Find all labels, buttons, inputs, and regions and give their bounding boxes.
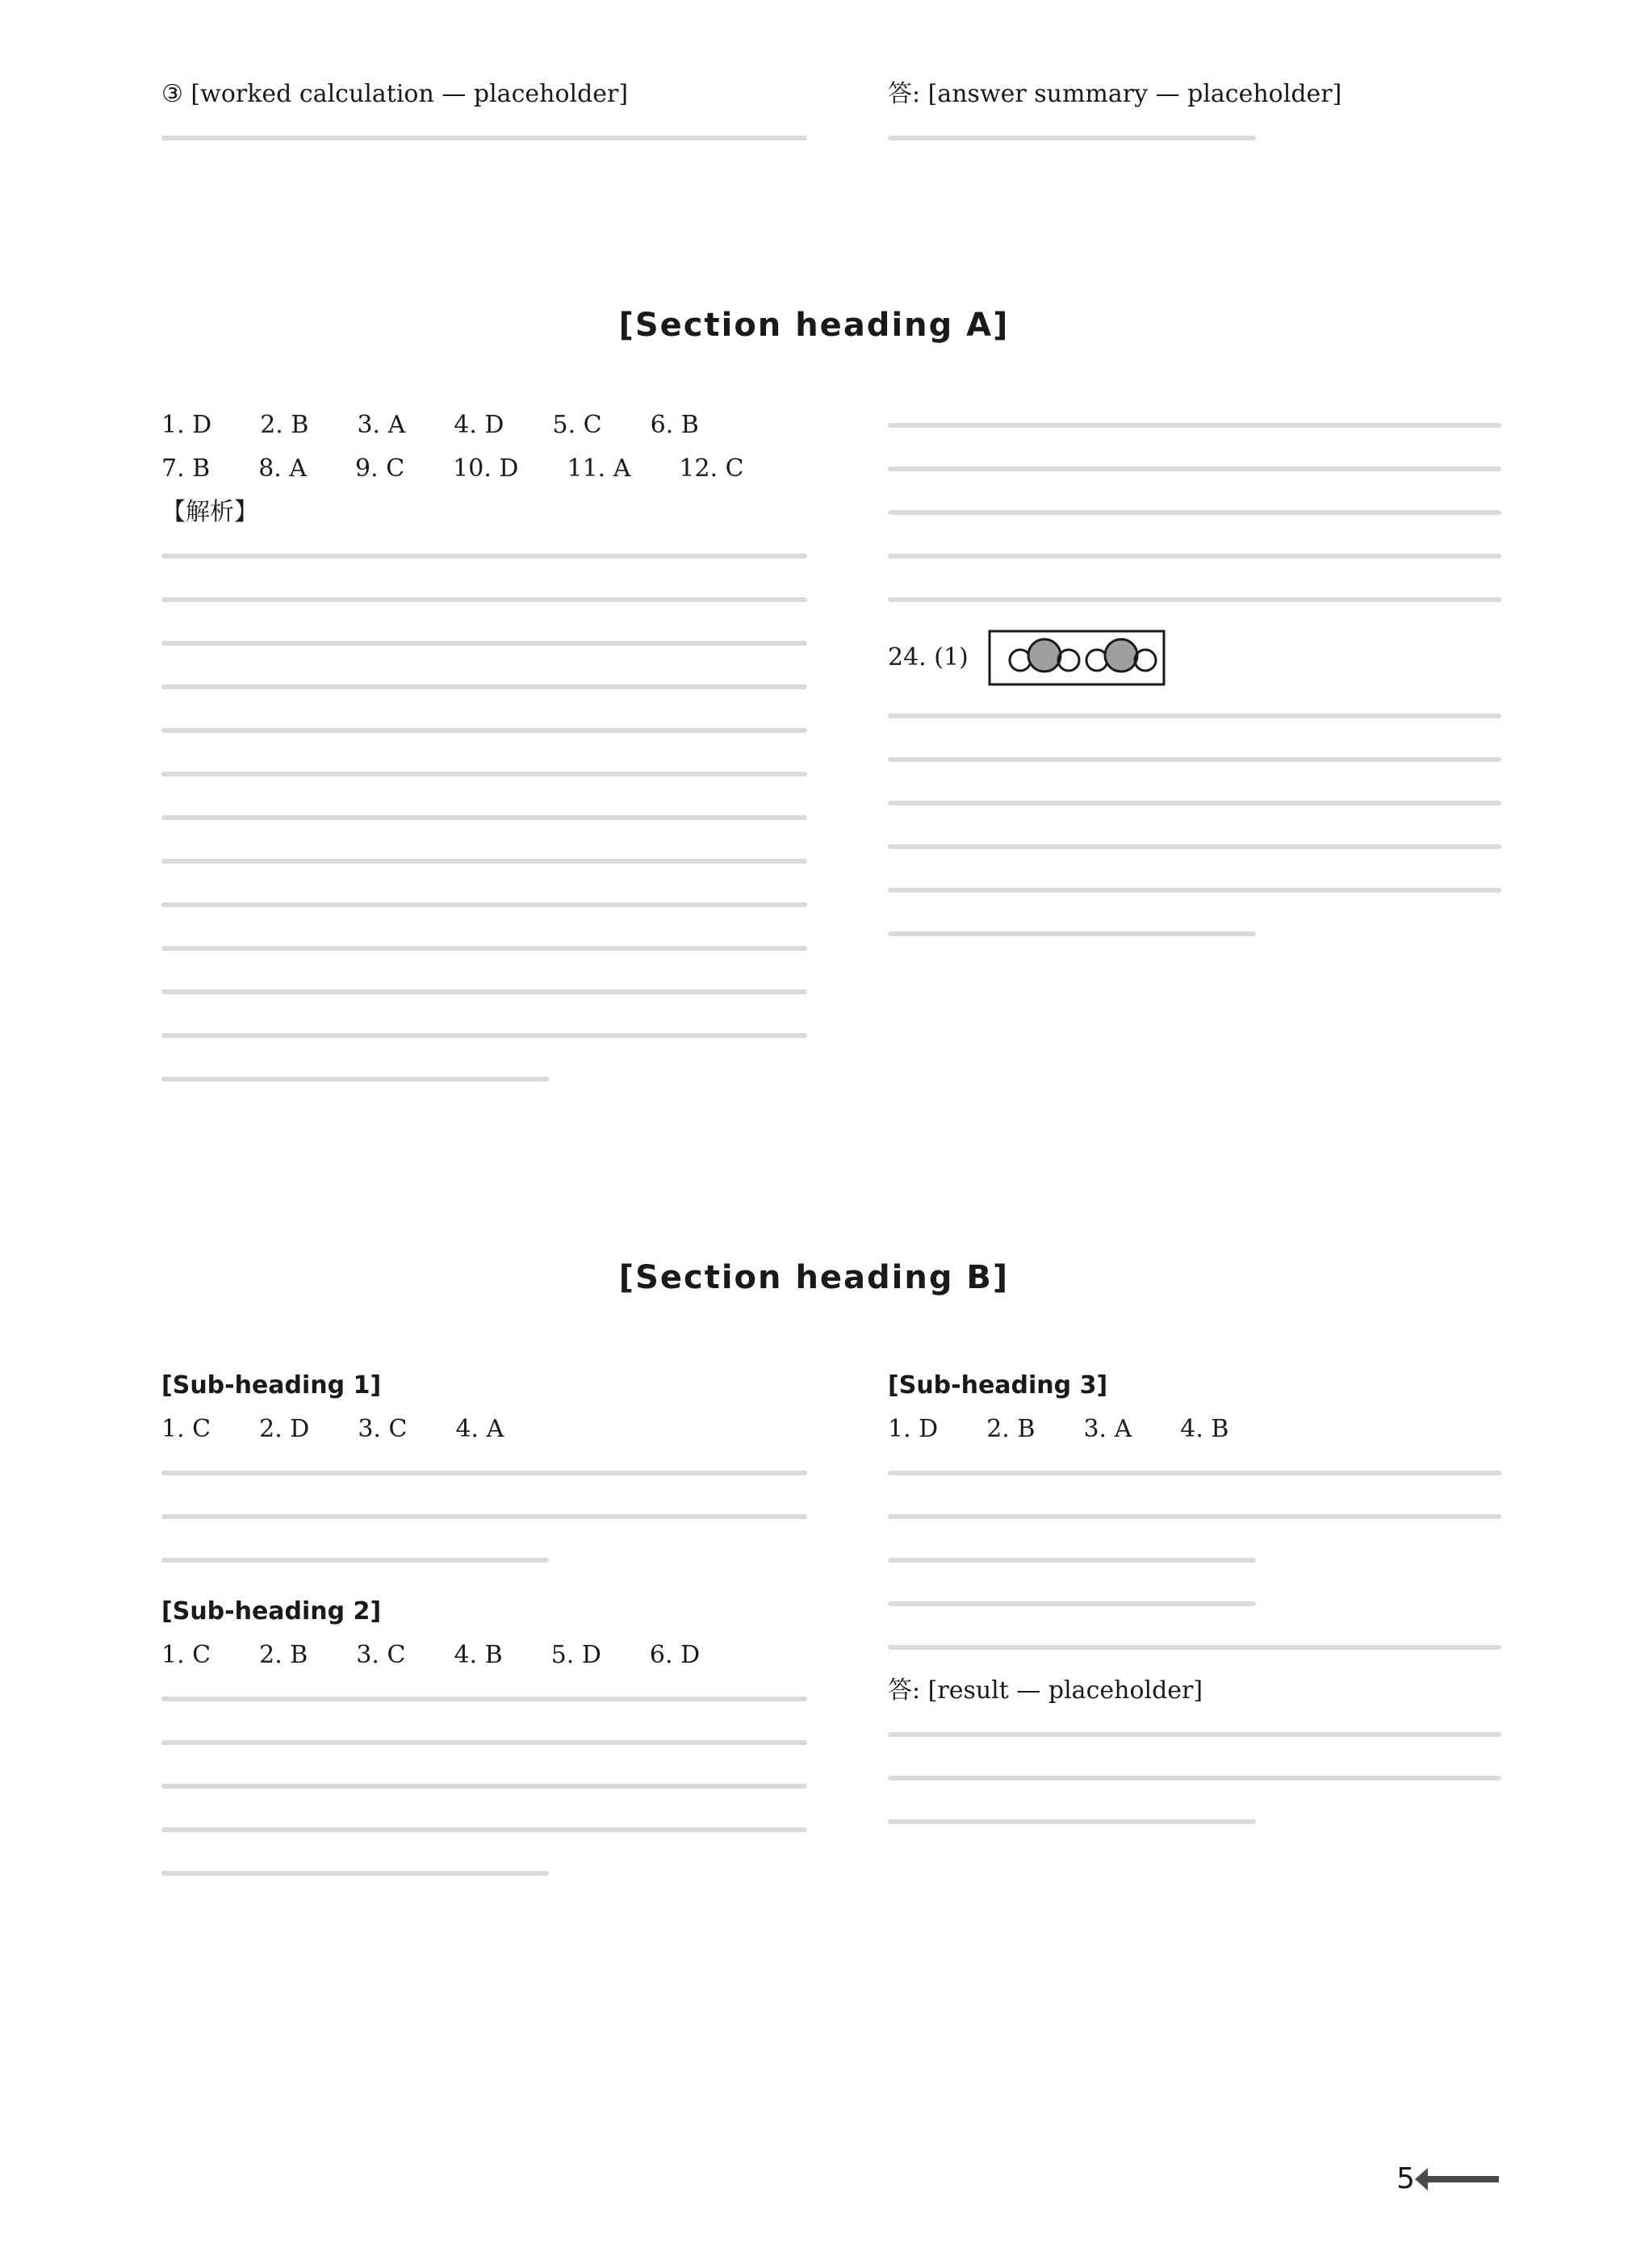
sub-heading: [Sub-heading 3] (888, 1371, 1108, 1400)
placeholder-line (161, 796, 807, 839)
placeholder-line (888, 404, 1501, 447)
placeholder-line (161, 621, 807, 665)
placeholder-line (888, 491, 1501, 534)
placeholder-line (161, 578, 807, 621)
section-one-right (888, 404, 1501, 956)
answer-item: 1. C (161, 1641, 211, 1669)
answer-item: 2. B (259, 1641, 308, 1669)
placeholder-line (888, 912, 1501, 956)
placeholder-line (888, 868, 1501, 912)
top-left-lead: ③ [worked calculation — placeholder] (161, 80, 629, 108)
placeholder-line (161, 1538, 807, 1582)
answers-row-2 (161, 447, 807, 491)
placeholder-line (888, 1800, 1501, 1843)
placeholder-line (888, 1582, 1501, 1626)
placeholder-line (161, 709, 807, 752)
answer-item: 1. D (888, 1415, 939, 1443)
top-right-lead: 答: [answer summary — placeholder] (888, 80, 1342, 108)
answer-item: 2. D (259, 1415, 310, 1443)
placeholder-line (161, 665, 807, 709)
answer-item: 4. A (455, 1415, 504, 1443)
placeholder-line (888, 1538, 1501, 1582)
calc-answer: 答: [result — placeholder] (888, 1676, 1203, 1705)
placeholder-line (888, 1626, 1501, 1669)
placeholder-line (161, 927, 807, 970)
placeholder-line (888, 825, 1501, 868)
top-right-block (888, 73, 1501, 160)
answer-item: 2. B (260, 411, 309, 439)
placeholder-line (161, 1451, 807, 1495)
answer-item: 7. B (161, 454, 211, 483)
answer-item: 10. D (453, 454, 519, 483)
placeholder-line (888, 1495, 1501, 1538)
placeholder-line (888, 781, 1501, 825)
placeholder-line (161, 1014, 807, 1057)
answer-item: 4. B (1180, 1415, 1229, 1443)
placeholder-line (161, 1495, 807, 1538)
placeholder-line (888, 534, 1501, 578)
top-left-block (161, 73, 807, 160)
answers-row (161, 1408, 807, 1451)
section-two-title: [Section heading B] (618, 1259, 1010, 1296)
answer-item: 5. D (550, 1641, 601, 1669)
placeholder-line (888, 1756, 1501, 1800)
answer-item: 1. C (161, 1415, 211, 1443)
answer-item: 6. D (649, 1641, 701, 1669)
placeholder-line (161, 1721, 807, 1764)
placeholder-line (161, 752, 807, 796)
placeholder-line (161, 1057, 807, 1101)
answer-item: 3. C (358, 1415, 408, 1443)
answer-item: 3. A (357, 411, 406, 439)
answer-item: 4. D (454, 411, 504, 439)
section-two-right (888, 1356, 1501, 1843)
section-one-title: [Section heading A] (618, 307, 1010, 344)
answer-item: 8. A (258, 454, 308, 483)
section-two-left (161, 1356, 807, 1895)
placeholder-line (161, 1677, 807, 1721)
placeholder-line (161, 116, 807, 160)
answer-item: 12. C (679, 454, 744, 483)
placeholder-line (888, 578, 1501, 621)
molecule-diagram-icon (988, 630, 1166, 686)
placeholder-line (161, 970, 807, 1014)
answers-row-1 (161, 404, 807, 447)
answer-item: 4. B (454, 1641, 503, 1669)
answer-item: 6. B (650, 411, 699, 439)
sub-heading: [Sub-heading 1] (161, 1371, 382, 1400)
placeholder-line (888, 1451, 1501, 1495)
page-number: 5 (1396, 2162, 1415, 2195)
answer-item: 2. B (986, 1415, 1036, 1443)
arrow-left-icon (1426, 2176, 1499, 2182)
placeholder-line (888, 1713, 1501, 1756)
explanation-label: 【解析】 (161, 498, 258, 526)
placeholder-line (888, 447, 1501, 491)
answer-label: 24. (1) (888, 643, 969, 672)
placeholder-line (161, 839, 807, 883)
answer-item: 3. C (356, 1641, 406, 1669)
placeholder-line (888, 694, 1501, 738)
answer-item: 11. A (567, 454, 631, 483)
answer-item: 1. D (161, 411, 212, 439)
page-number-block (1396, 2162, 1499, 2195)
sub-heading: [Sub-heading 2] (161, 1597, 382, 1626)
placeholder-line (161, 1808, 807, 1852)
placeholder-line (161, 883, 807, 927)
placeholder-line (888, 116, 1501, 160)
answers-row (161, 1634, 807, 1677)
placeholder-line (161, 534, 807, 578)
placeholder-line (161, 1764, 807, 1808)
answer-item: 9. C (355, 454, 405, 483)
section-one-left (161, 404, 807, 1101)
placeholder-line (161, 1852, 807, 1895)
answers-row (888, 1408, 1501, 1451)
placeholder-line (888, 738, 1501, 781)
diagram-row (888, 621, 1501, 694)
answer-item: 3. A (1083, 1415, 1132, 1443)
answer-item: 5. C (552, 411, 602, 439)
